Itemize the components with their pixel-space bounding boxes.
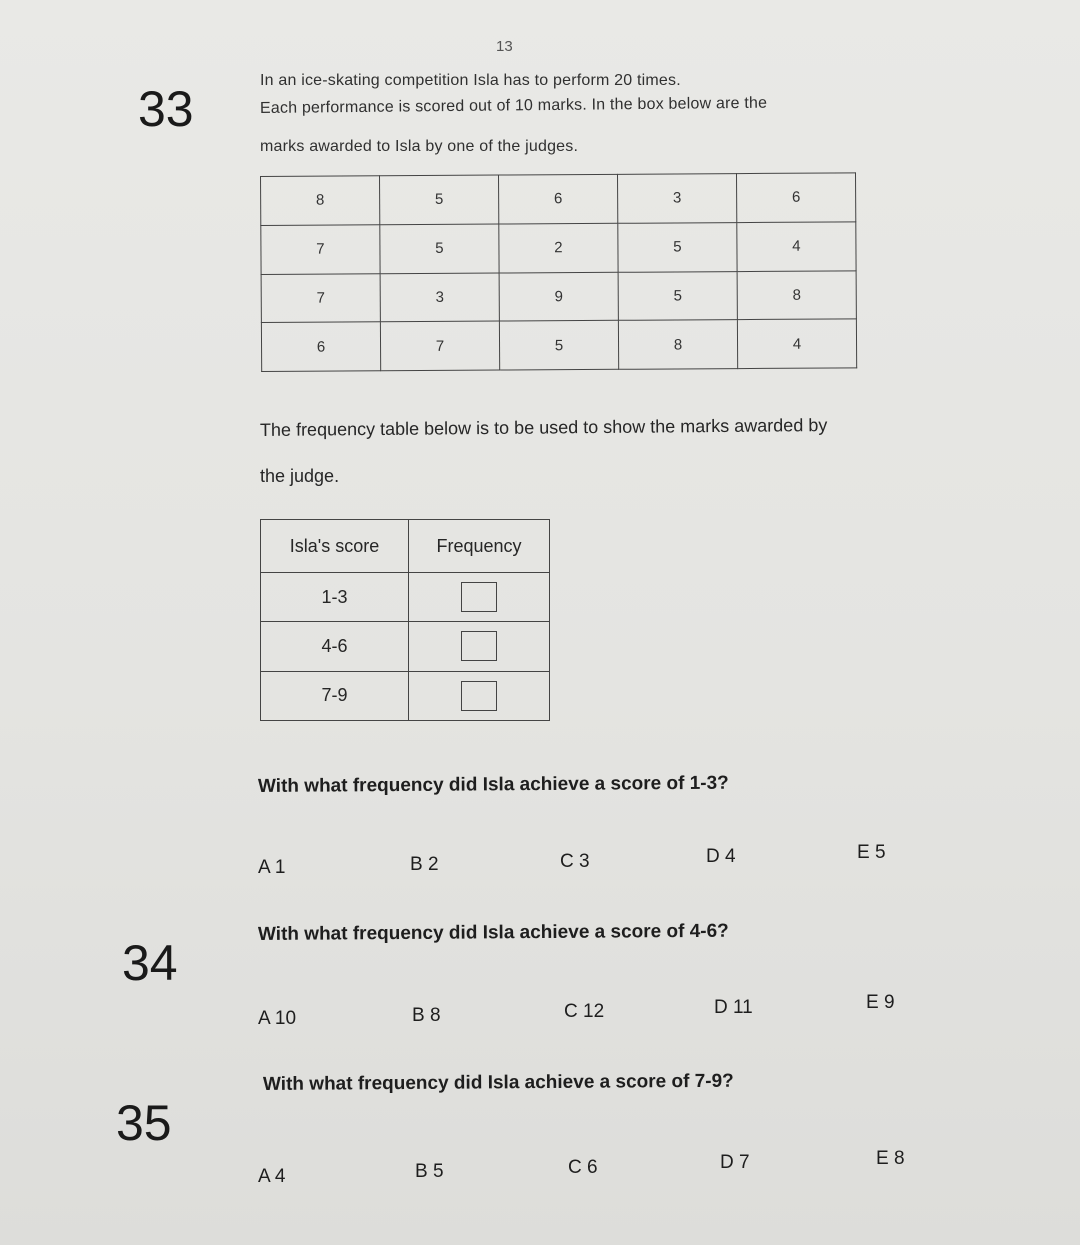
q34-option-b[interactable]: B 8 [412, 1005, 441, 1026]
answer-box[interactable] [461, 681, 497, 711]
intro-line-2: Each performance is scored out of 10 marks. In the box below are the [259, 94, 768, 117]
mark-cell: 7 [261, 225, 380, 274]
q35-option-c[interactable]: C 6 [568, 1157, 598, 1178]
mark-cell: 5 [499, 321, 618, 370]
mark-cell: 8 [737, 270, 856, 319]
question-number-35: 35 [116, 1095, 172, 1151]
q33-option-c[interactable]: C 3 [560, 851, 590, 872]
q34-option-e[interactable]: E 9 [866, 992, 895, 1013]
q33-option-a[interactable]: A 1 [258, 857, 286, 878]
score-range: 7-9 [261, 671, 409, 720]
mark-cell: 9 [499, 272, 618, 321]
frequency-cell [409, 573, 550, 622]
marks-table [260, 172, 857, 372]
q34-option-a[interactable]: A 10 [258, 1008, 297, 1029]
mark-cell: 3 [617, 174, 736, 223]
question-number-34: 34 [122, 935, 178, 991]
marks-row [261, 173, 856, 225]
marks-row [261, 319, 856, 371]
intro-line-3: marks awarded to Isla by one of the judges. [260, 138, 579, 155]
q33-option-e[interactable]: E 5 [857, 842, 886, 863]
frequency-row [261, 573, 550, 622]
mark-cell: 7 [261, 273, 380, 322]
frequency-description-line-2: the judge. [260, 466, 340, 486]
marks-row [261, 270, 856, 322]
frequency-cell [409, 622, 550, 671]
mark-cell: 5 [380, 224, 499, 273]
question-number-33: 33 [138, 81, 194, 137]
mark-cell: 4 [737, 319, 856, 368]
q35-option-a[interactable]: A 4 [258, 1166, 286, 1187]
frequency-column-header: Frequency [409, 520, 550, 573]
intro-line-1: In an ice-skating competition Isla has to perform 20 times. [260, 72, 681, 89]
score-range: 1-3 [261, 573, 409, 622]
mark-cell: 8 [618, 320, 737, 369]
answer-box[interactable] [461, 631, 497, 661]
marks-row [261, 222, 856, 274]
mark-cell: 4 [737, 222, 856, 271]
mark-cell: 2 [499, 223, 618, 272]
mark-cell: 7 [380, 321, 499, 370]
mark-cell: 6 [261, 322, 380, 371]
mark-cell: 6 [736, 173, 855, 222]
q33-option-b[interactable]: B 2 [410, 854, 439, 875]
mark-cell: 5 [380, 175, 499, 224]
frequency-table-header-row [261, 520, 550, 573]
q35-option-e[interactable]: E 8 [876, 1148, 905, 1169]
frequency-row [261, 622, 550, 671]
mark-cell: 3 [380, 273, 499, 322]
frequency-description-line-1: The frequency table below is to be used to show the marks awarded by [259, 415, 828, 440]
answer-box[interactable] [461, 582, 497, 612]
page-number: 13 [496, 38, 513, 55]
q35-option-d[interactable]: D 7 [720, 1152, 750, 1173]
mark-cell: 5 [618, 222, 737, 271]
frequency-row [261, 671, 550, 720]
frequency-table [260, 519, 550, 721]
q34-option-d[interactable]: D 11 [714, 997, 753, 1018]
mark-cell: 6 [498, 174, 617, 223]
score-column-header: Isla's score [261, 520, 409, 573]
q34-option-c[interactable]: C 12 [564, 1001, 605, 1022]
question-34-text: With what frequency did Isla achieve a score of 4-6? [257, 920, 729, 945]
q35-option-b[interactable]: B 5 [415, 1161, 444, 1182]
q33-option-d[interactable]: D 4 [706, 846, 736, 867]
mark-cell: 5 [618, 271, 737, 320]
question-35-text: With what frequency did Isla achieve a score of 7-9? [262, 1070, 734, 1095]
question-33-text: With what frequency did Isla achieve a score of 1-3? [257, 772, 729, 797]
frequency-cell [409, 671, 550, 720]
mark-cell: 8 [261, 176, 380, 225]
score-range: 4-6 [261, 622, 409, 671]
